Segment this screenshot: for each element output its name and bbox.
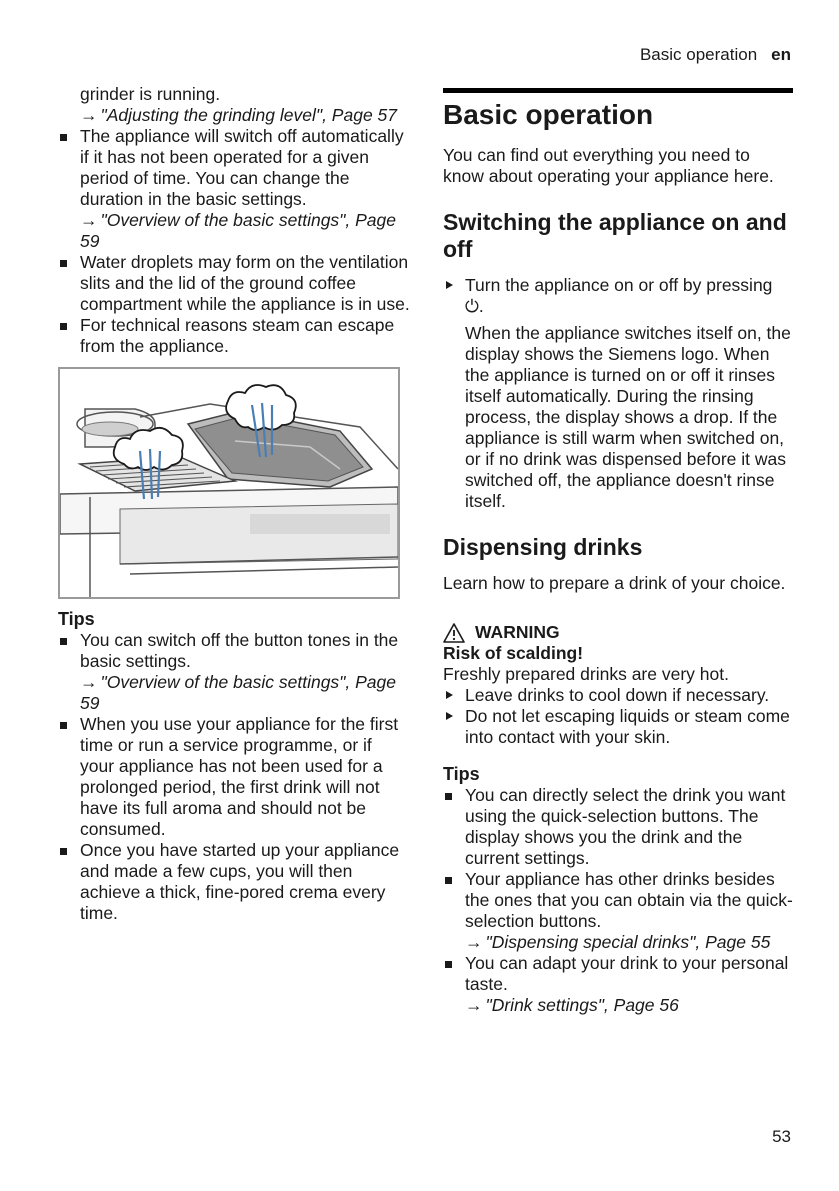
running-header xyxy=(640,44,791,65)
list-item: You can directly select the drink you want using the quick-selection buttons. The display shows you the drink and the current settings. xyxy=(443,785,793,869)
power-icon: ⏻ xyxy=(465,296,479,316)
section-intro: You can find out everything you need to know about operating your appliance here. xyxy=(443,145,774,186)
list-item: You can adapt your drink to your personal taste. → "Drink settings", Page 56 xyxy=(443,953,793,1016)
warning-risk: Risk of scalding! xyxy=(443,643,584,663)
arrow-icon: → xyxy=(80,672,98,692)
list-item: Water droplets may form on the ventilation slits and the lid of the ground coffee compartment while the appliance is in use. xyxy=(58,252,410,315)
header-language: en xyxy=(771,45,791,64)
warning-text: Freshly prepared drinks are very hot. xyxy=(443,664,729,684)
tips-list xyxy=(58,630,410,924)
arrow-icon: → xyxy=(465,932,483,952)
dispensing-heading: Dispensing drinks xyxy=(443,534,643,560)
page-number: 53 xyxy=(772,1127,791,1146)
cross-reference[interactable]: → "Adjusting the grinding level", Page 57 xyxy=(80,105,398,125)
warning-label: WARNING xyxy=(475,622,560,642)
left-column xyxy=(58,84,410,924)
arrow-icon: → xyxy=(80,105,98,125)
header-section: Basic operation xyxy=(639,45,758,64)
arrow-icon: → xyxy=(80,210,98,230)
warning-steps xyxy=(443,685,793,748)
cross-reference[interactable]: → "Overview of the basic settings", Page 59 xyxy=(80,672,396,713)
list-item: Once you have started up your appliance and made a few cups, you will then achieve a thick, fine-pored crema every time. xyxy=(58,840,410,924)
switching-heading: Switching the appliance on and off xyxy=(443,209,787,262)
right-column xyxy=(443,88,793,1016)
steam-illustration xyxy=(58,367,400,599)
section-rule xyxy=(443,88,793,93)
cross-reference[interactable]: → "Overview of the basic settings", Page 59 xyxy=(80,210,396,251)
switching-description: When the appliance switches itself on, the display shows the Siemens logo. When the appliance is turned on or off it rinses itself automatically. During the rinsing process, the display shows a drop. If the appliance is still warm when switched on, or if no drink was dispensed before it was switched off, the appliance doesn't rinse itself. xyxy=(465,323,791,511)
cross-reference[interactable]: → "Dispensing special drinks", Page 55 xyxy=(465,932,771,952)
intro-line: grinder is running. xyxy=(80,84,221,104)
step-item: Do not let escaping liquids or steam come into contact with your skin. xyxy=(443,706,793,748)
step-item: Turn the appliance on or off by pressing ⏻. xyxy=(443,275,793,317)
step-item: Leave drinks to cool down if necessary. xyxy=(443,685,793,706)
list-item: Your appliance has other drinks besides the ones that you can obtain via the quick-selection buttons. → "Dispensing special drinks", Page 55 xyxy=(443,869,793,953)
notes-list xyxy=(58,126,410,357)
list-item: You can switch off the button tones in the basic settings. → "Overview of the basic settings", Page 59 xyxy=(58,630,410,714)
tips-heading: Tips xyxy=(58,609,95,629)
tips-list xyxy=(443,785,793,1016)
warning-triangle-icon xyxy=(443,623,465,643)
list-item: When you use your appliance for the first time or run a service programme, or if your appliance has not been used for a prolonged period, the first drink will not have its full aroma and should not be consumed. xyxy=(58,714,410,840)
continued-bullet xyxy=(58,84,410,126)
dispensing-intro: Learn how to prepare a drink of your choice. xyxy=(443,573,786,593)
switching-steps xyxy=(443,275,793,317)
coffee-machine-steam-image xyxy=(60,369,398,597)
arrow-icon: → xyxy=(465,995,483,1015)
warning-header xyxy=(443,622,793,643)
list-item: For technical reasons steam can escape from the appliance. xyxy=(58,315,410,357)
list-item: The appliance will switch off automatically if it has not been operated for a given period of time. You can change the duration in the basic settings. → "Overview of the basic settings", Page 59 xyxy=(58,126,410,252)
tips-heading: Tips xyxy=(443,764,480,784)
section-title: Basic operation xyxy=(443,99,654,130)
cross-reference[interactable]: → "Drink settings", Page 56 xyxy=(465,995,679,1015)
